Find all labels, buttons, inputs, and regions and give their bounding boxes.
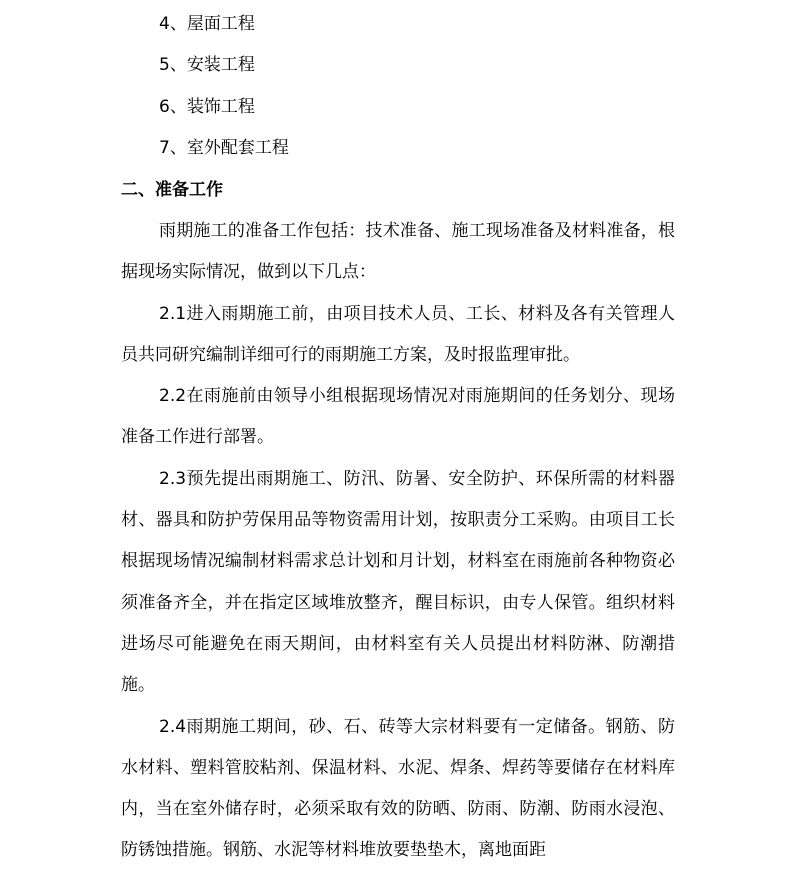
list-item-outdoor: 7、室外配套工程 xyxy=(159,138,289,159)
list-item-roof: 4、屋面工程 xyxy=(159,14,255,34)
paragraph-2-1: 2.1进入雨期施工前，由项目技术人员、工长、材料及各有关管理人员共同研究编制详细可行的雨期施工方案，及时报监理审批。 xyxy=(121,303,675,365)
list-item-installation: 5、安装工程 xyxy=(159,55,255,76)
paragraph-2-3: 2.3预先提出雨期施工、防汛、防暑、安全防护、环保所需的材料器材、器具和防护劳保用品等物资需用计划，按职责分工采购。由项目工长根据现场情况编制材料需求总计划和月计划，材料室在雨施前各种物资必须准备齐全，并在指定区域堆放整齐，醒目标识，由专人保管。组织材料进场尽可能避免在雨天期间，由材料室有关人员提出材料防淋、防潮措施。 xyxy=(121,468,675,696)
list-item-decoration: 6、装饰工程 xyxy=(159,96,255,117)
section-heading: 二、准备工作 xyxy=(121,179,223,200)
document-page xyxy=(121,4,675,872)
paragraph-intro: 雨期施工的准备工作包括：技术准备、施工现场准备及材料准备，根据现场实际情况，做到以下几点： xyxy=(121,220,675,283)
paragraph-2-2: 2.2在雨施前由领导小组根据现场情况对雨施期间的任务划分、现场准备工作进行部署。 xyxy=(121,386,675,448)
paragraph-2-4: 2.4雨期施工期间，砂、石、砖等大宗材料要有一定储备。钢筋、防水材料、塑料管胶粘剂、保温材料、水泥、焊条、焊药等要储存在材料库内，当在室外储存时，必须采取有效的防晒、防雨、防潮、防雨水浸泡、防锈蚀措施。钢筋、水泥等材料堆放要垫垫木，离地面距 xyxy=(121,716,675,861)
